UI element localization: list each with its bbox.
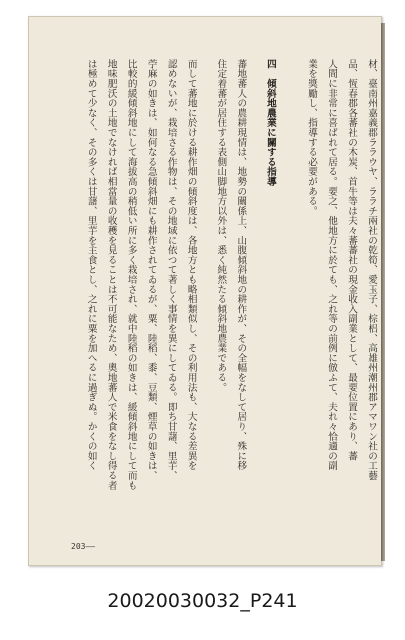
text-line: 而して蕃地に於ける耕作畑の傾斜度は、各地方とも略相類似し、その利用法も、大なる差異を (185, 59, 197, 471)
text-line: 蕃地蕃人の農耕現情は、地勢の關係上、山腹傾斜地の耕作が、その全幅をなして居り、殊に移 (235, 59, 247, 471)
text-line: 業を獎勵し、指導する必要がある。 (306, 59, 317, 216)
vertical-text-block (81, 59, 381, 537)
text-line: 認めないが、栽培さる作物は、その地域に依つて著しく事情を異にしてゐる。即ち甘藷、里芋、 (165, 59, 177, 481)
text-line: は極めて少なく、その多くは甘藷、里芋を主食とし、之れに粟を加へるに過ぎぬ。かくの如く (85, 59, 97, 471)
text-line: 材、臺南州嘉義郡ララウヤ、ララチ兩社の乾筍、愛玉子、棕梠、高雄州潮州郡アマワン社の工藝 (366, 59, 377, 481)
page-number: 203—— (71, 542, 96, 551)
section-heading: 四 傾斜地農業に關する指導 (264, 59, 276, 187)
text-line: 品、恆春郡各蕃社の木炭、首牛等は夫々蕃蕃社の現金收入副業として、最要位置にあり、蕃 (346, 59, 357, 461)
text-line: 比較的緩傾斜地にして海拔高の稍低い所に多く栽培され、就中陸稻の如きは、緩傾斜地にして而も (125, 59, 137, 491)
scanned-page (28, 16, 382, 566)
text-line: 地味肥沃の土地でなければ相當量の收穫を見ることは不可能なため、奧地蕃人で米食をなし得る者 (105, 59, 117, 491)
text-line: 苧麻の如きは、如何なる急傾斜畑にも耕作されてゐるが、粟、陸稻、黍、豆類、煙草の如きは、 (145, 59, 157, 481)
text-line: 人間に非常に喜ばれて居る。要之、他地方に於ても、之れ等の前例に倣ふて、夫れ々恰適の副 (326, 59, 337, 471)
page-edge-shadow (381, 23, 385, 561)
text-line: 住定着蕃が居住する表側山脚地方以外は、悉く純然たる傾斜地農業である。 (215, 59, 227, 393)
image-id-caption: 20020030032_P241 (107, 590, 298, 612)
